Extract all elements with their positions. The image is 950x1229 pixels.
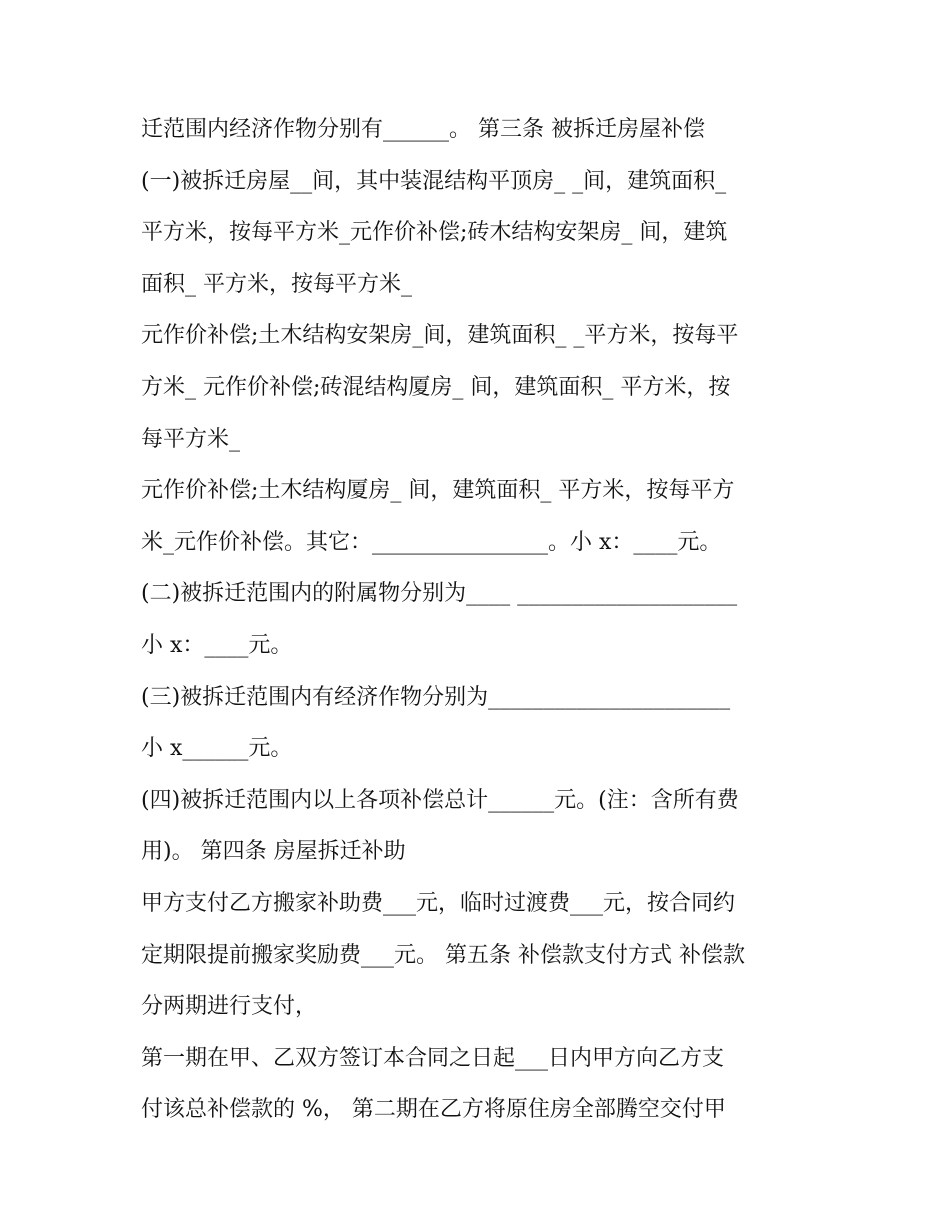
text-line-11: 小 x：____元。 (141, 632, 293, 658)
text-line-4: 面积_ 平方米，按每平方米_ (141, 271, 412, 297)
text-line-8: 元作价补偿;土木结构厦房_ 间，建筑面积_ 平方米，按每平方 (141, 478, 735, 504)
text-line-20: 付该总补偿款的 %， 第二期在乙方将原住房全部腾空交付甲 (141, 1097, 726, 1123)
text-line-16: 甲方支付乙方搬家补助费___元，临时过渡费___元，按合同约 (141, 890, 736, 916)
text-line-6: 方米_ 元作价补偿;砖混结构厦房_ 间，建筑面积_ 平方米，按 (141, 374, 731, 400)
text-line-7: 每平方米_ (141, 426, 241, 452)
contract-text-body (141, 104, 821, 1136)
text-line-15: 用)。 第四条 房屋拆迁补助 (141, 839, 406, 865)
text-line-1: 迁范围内经济作物分别有______。 第三条 被拆迁房屋补偿 (141, 117, 705, 142)
text-line-14: (四)被拆迁范围内以上各项补偿总计______元。(注：含所有费 (141, 787, 739, 813)
text-line-13: 小 x______元。 (141, 736, 293, 762)
text-line-9: 米_元作价补偿。其它：________________。小 x：____元。 (141, 529, 722, 555)
text-line-10: (二)被拆迁范围内的附属物分别为____ ____________________ (141, 581, 738, 607)
text-line-12: (三)被拆迁范围内有经济作物分别为______________________ (141, 684, 731, 710)
text-line-3: 平方米，按每平方米_元作价补偿;砖木结构安架房_ 间，建筑 (141, 220, 728, 246)
text-line-2: (一)被拆迁房屋__间，其中装混结构平顶房_ _间，建筑面积_ (141, 168, 727, 194)
text-line-18: 分两期进行支付， (141, 994, 318, 1020)
text-line-17: 定期限提前搬家奖励费___元。 第五条 补偿款支付方式 补偿款 (141, 942, 745, 968)
text-line-5: 元作价补偿;土木结构安架房_间，建筑面积_ _平方米，按每平 (141, 323, 739, 349)
text-line-19: 第一期在甲、乙双方签订本合同之日起___日内甲方向乙方支 (141, 1045, 725, 1071)
